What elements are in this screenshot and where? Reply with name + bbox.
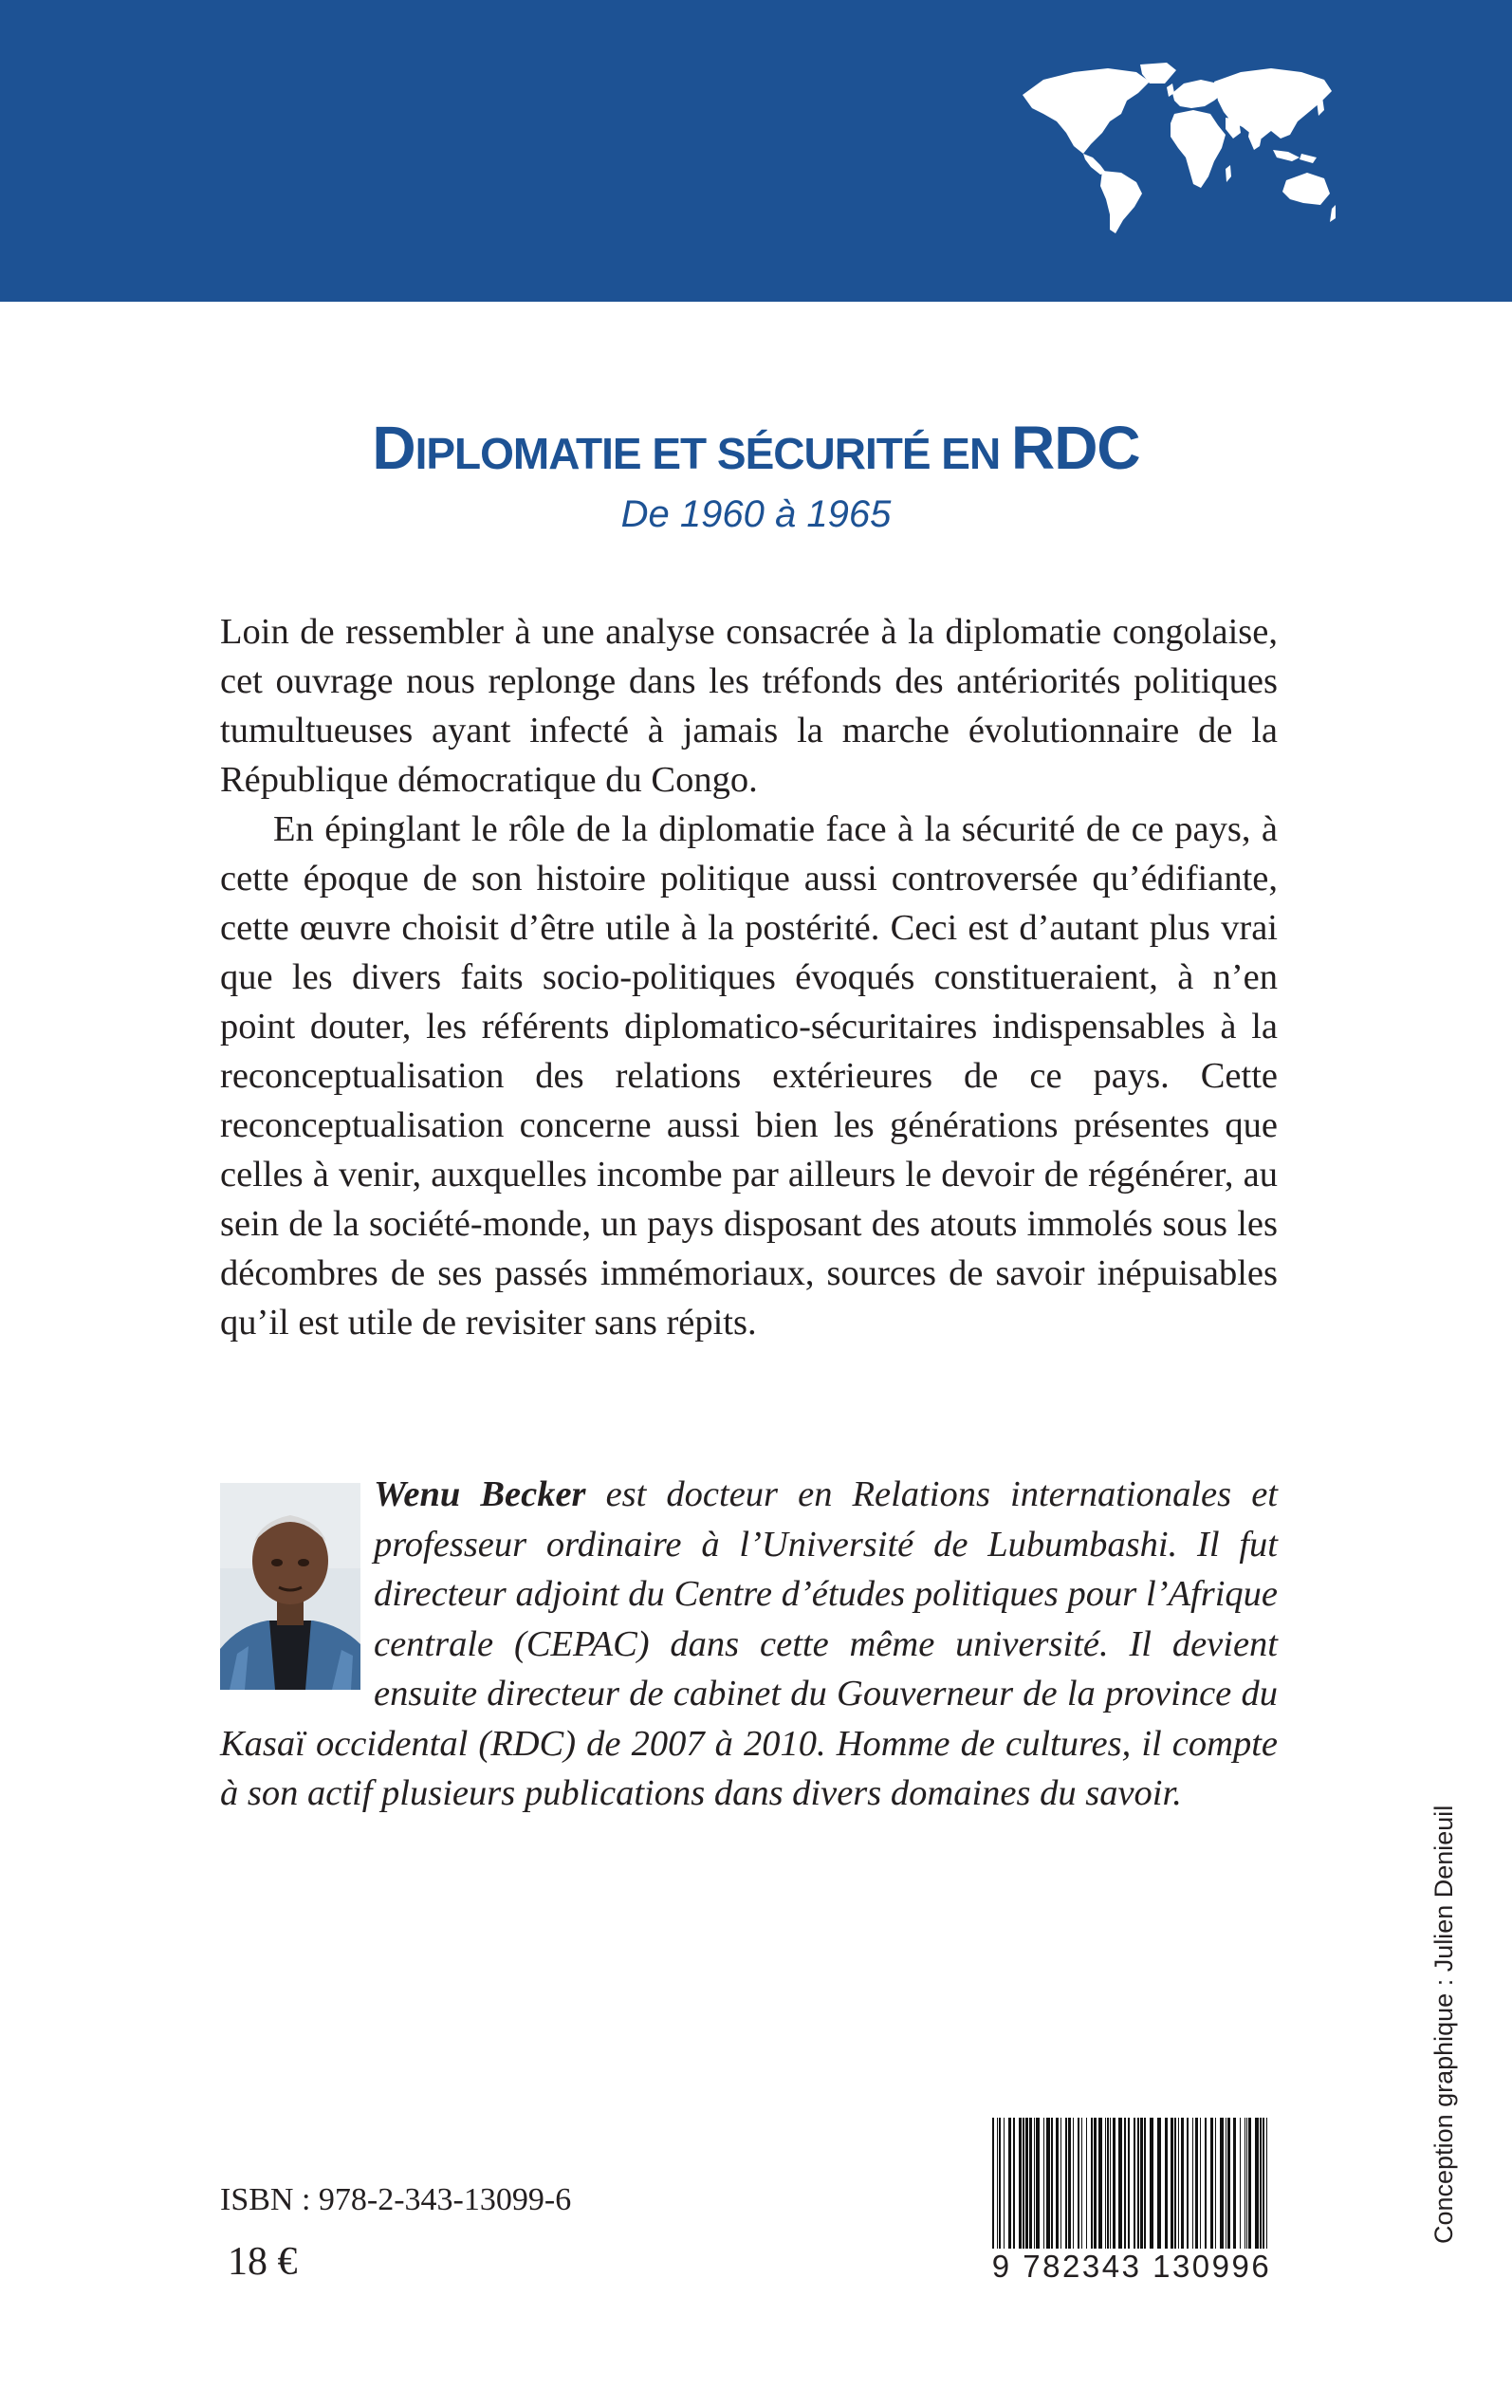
barcode-bar (1210, 2118, 1213, 2260)
barcode-bar (1051, 2118, 1053, 2260)
barcode-bar (1174, 2118, 1176, 2260)
barcode-bar (1025, 2118, 1028, 2260)
author-name: Wenu Becker (374, 1474, 586, 1514)
barcode-bar (1157, 2118, 1161, 2260)
barcode-bar (1060, 2118, 1061, 2260)
barcode-bar (1034, 2118, 1035, 2260)
barcode-bar (1187, 2118, 1189, 2260)
barcode-bar (1200, 2118, 1201, 2260)
barcode-bar (1227, 2118, 1230, 2260)
title-acronym: RDC (1010, 414, 1140, 482)
barcode-bar (999, 2118, 1001, 2260)
barcode-bar (1019, 2118, 1022, 2260)
description-paragraph: En épinglant le rôle de la diplomatie face à la sécurité de ce pays, à cette époque de son histoire politique aussi controversée qu’édifiante, cette œuvre choisit d’être utile à la postérité. Ceci est d’autant plus vrai que les divers faits socio-politiques évoqués constitueraient, à n’en point douter, les référents diplomatico-sécuritaires indispensables à la reconceptualisation des relations extérieures de ce pays. Cette reconceptualisation concerne aussi bien les générations présentes que celles à venir, auxquelles incombe par ailleurs le devoir de régénérer, au sein de la société-monde, un pays disposant des atouts immolés sous les décombres de ses passés immémoriaux, sources de savoir inépuisables qu’il est utile de revisiter sans répits. (220, 809, 1278, 1343)
barcode-bar (1036, 2118, 1040, 2260)
barcode-bar (1246, 2118, 1247, 2260)
barcode-bar (1260, 2118, 1262, 2260)
barcode-bar (1140, 2118, 1143, 2260)
barcode-bar (1046, 2118, 1050, 2260)
barcode-bar (1192, 2118, 1193, 2260)
barcode-bar (1134, 2118, 1135, 2260)
barcode-bar (1124, 2118, 1126, 2260)
cover-header-band (0, 0, 1512, 302)
barcode-bar (1144, 2118, 1146, 2260)
barcode-bar (1068, 2118, 1071, 2260)
barcode-bar (1081, 2118, 1082, 2260)
world-map-icon (1015, 59, 1337, 239)
price-label: 18 € (228, 2240, 298, 2284)
barcode-bar (1215, 2118, 1216, 2260)
barcode-bar (1255, 2118, 1259, 2260)
barcode-bar (1094, 2118, 1097, 2260)
barcode-bar (1118, 2118, 1122, 2260)
barcode-bar (1240, 2118, 1241, 2260)
author-bio (220, 1470, 1278, 1819)
graphic-design-credit: Conception graphique : Julien Denieuil (1429, 1805, 1458, 2244)
barcode-bar (1266, 2118, 1267, 2260)
barcode-bar (1113, 2118, 1116, 2260)
author-bio-text: est docteur en Relations internationales et professeur ordinaire à l’Université de Lubumbashi. Il fut directeur adjoint du Centre d’études politiques pour l’Afrique centrale (CEPAC) dans cette même université. Il devient ensuite directeur de cabinet du Gouverneur de la province du Kasaï occidental (RDC) de 2007 à 2010. Homme de cultures, il compte à son actif plusieurs publications dans divers domaines du savoir. (220, 1474, 1278, 1813)
barcode-bar (1110, 2118, 1111, 2260)
barcode-bar (1128, 2118, 1130, 2260)
title-small-caps: IPLOMATIE ET SÉCURITÉ EN (415, 429, 1011, 478)
barcode-bar (1107, 2118, 1109, 2260)
book-description (220, 607, 1278, 1347)
barcode-bar (1205, 2118, 1207, 2260)
barcode-bar (1013, 2118, 1015, 2260)
barcode-bar (1008, 2118, 1011, 2260)
barcode-bar (1220, 2118, 1224, 2260)
barcode-bar (1043, 2118, 1044, 2260)
barcode-bar (1181, 2118, 1184, 2260)
author-photo (220, 1483, 360, 1690)
barcode-bar (1165, 2118, 1168, 2260)
barcode-bar (1056, 2118, 1059, 2260)
barcode-bar (1086, 2118, 1087, 2260)
barcode-bar (1137, 2118, 1139, 2260)
barcode-bar (1091, 2118, 1093, 2260)
barcode-bar (992, 2118, 994, 2260)
title-initial: D (372, 414, 415, 482)
barcode-bar (1248, 2118, 1251, 2260)
barcode-bar (1171, 2118, 1173, 2260)
barcode-bar (1195, 2118, 1198, 2260)
barcode-bar (997, 2118, 998, 2260)
barcode-bar (1105, 2118, 1106, 2260)
book-subtitle: De 1960 à 1965 (620, 493, 892, 535)
barcode-bar (1150, 2118, 1153, 2260)
barcode-bar (1233, 2118, 1236, 2260)
barcode-digits: 9 782343 130996 (975, 2249, 1288, 2285)
barcode-bar (1098, 2118, 1102, 2260)
barcode-bar (1023, 2118, 1024, 2260)
barcode-bar (1178, 2118, 1179, 2260)
isbn-label: ISBN : 978-2-343-13099-6 (220, 2182, 572, 2217)
barcode-bar (1065, 2118, 1067, 2260)
description-paragraph: Loin de ressembler à une analyse consacrée à la diplomatie congolaise, cet ouvrage nous replonge dans les tréfonds des antériorités politiques tumultueuses ayant infecté à jamais la marche évolutionnaire de la République démocratique du Congo. (220, 612, 1278, 800)
barcode-bar (1073, 2118, 1074, 2260)
barcode-bar (1029, 2118, 1032, 2260)
book-title (0, 413, 1512, 483)
barcode-bar (1263, 2118, 1264, 2260)
barcode-bar (1004, 2118, 1005, 2260)
barcode-bar (1078, 2118, 1079, 2260)
